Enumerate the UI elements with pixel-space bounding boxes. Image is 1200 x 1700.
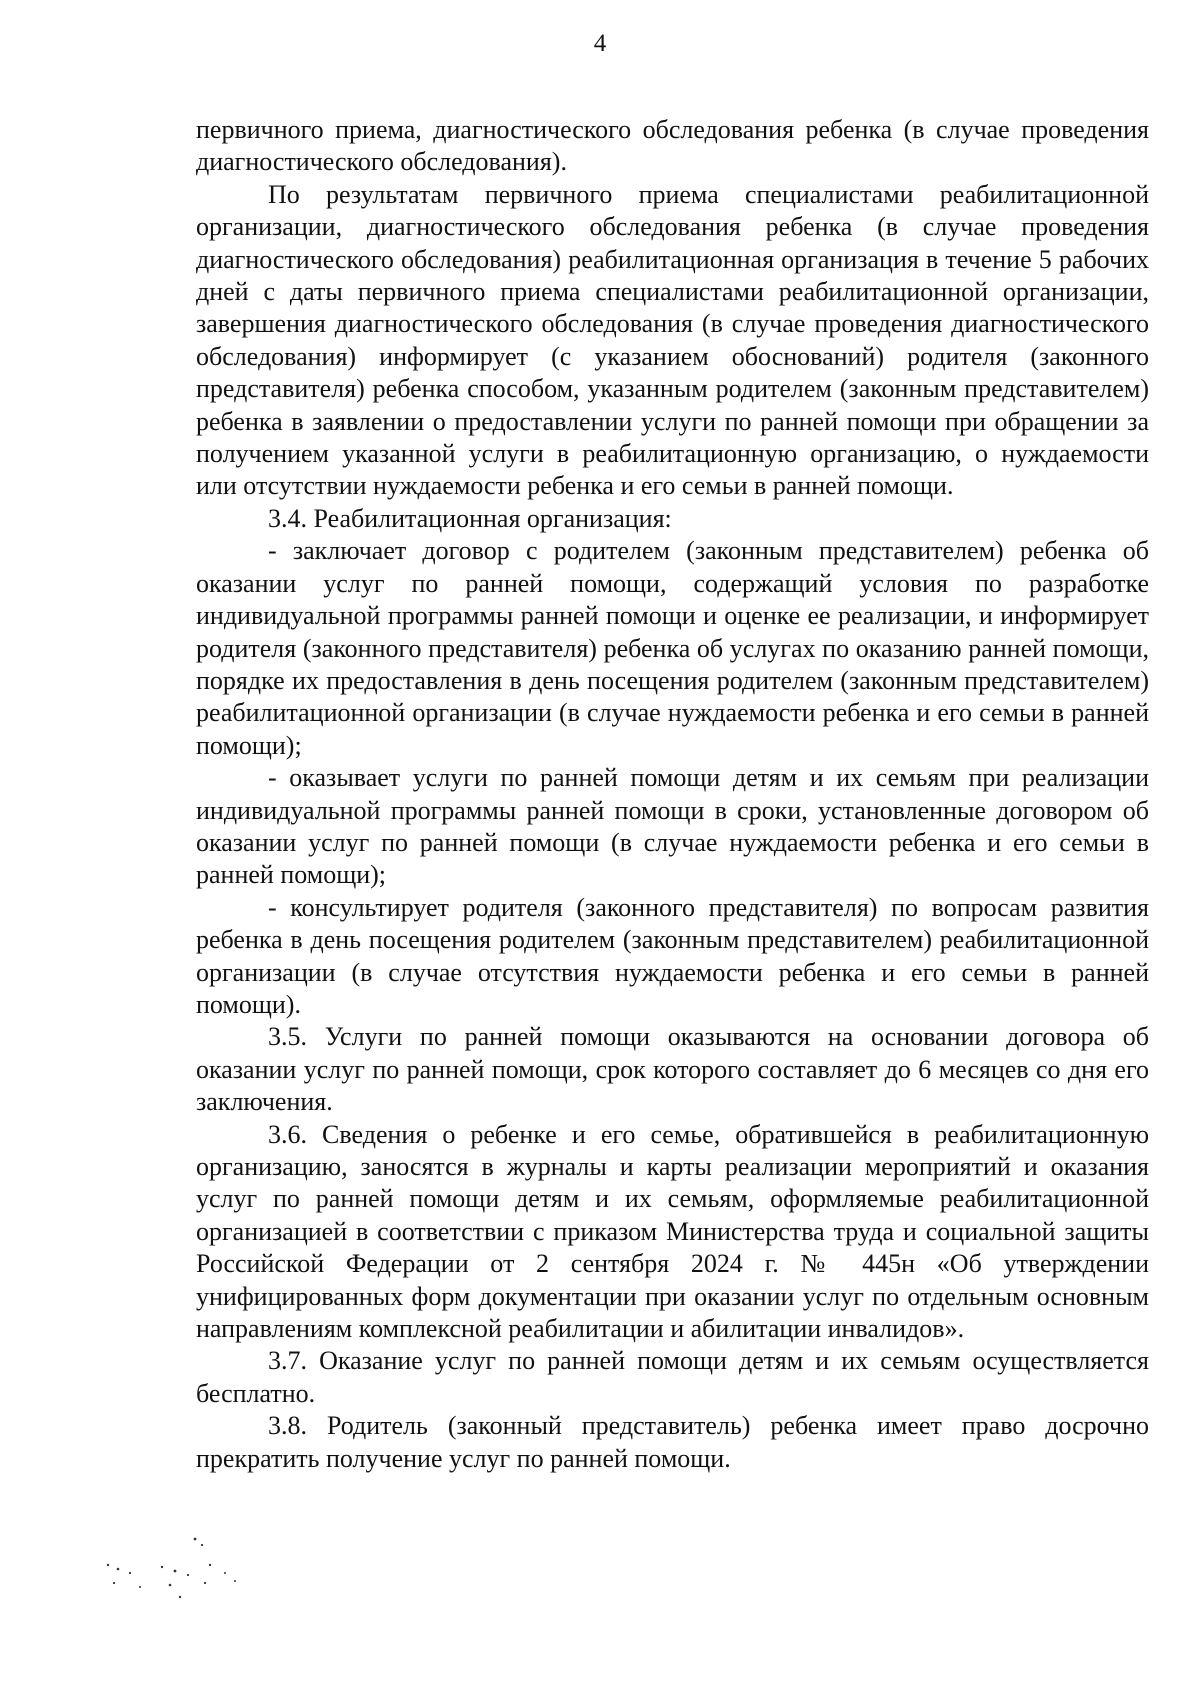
clause-3-8: 3.8. Родитель (законный представитель) ребенка имеет право досрочно прекратить получение услуг по ранней помощи. bbox=[196, 1411, 1149, 1473]
document-body bbox=[196, 114, 1149, 1475]
paragraph-continuation: первичного приема, диагностического обследования ребенка (в случае проведения диагностического обследования). bbox=[196, 115, 1149, 177]
clause-3-7: 3.7. Оказание услуг по ранней помощи детям и их семьям осуществляется бесплатно. bbox=[196, 1346, 1149, 1408]
clause-3-4-item-contract: - заключает договор с родителем (законным представителем) ребенка об оказании услуг по ранней помощи, содержащий условия по разработке индивидуальной программы ранней помощи и оценке ее реализации, и информирует родителя (законного представителя) ребенка об услугах по оказанию ранней помощи, порядке их предоставления в день посещения родителем (законным представителем) реабилитационной организации (в случае нуждаемости ребенка и его семьи в ранней помощи); bbox=[196, 536, 1149, 760]
clause-3-4-heading: 3.4. Реабилитационная организация: bbox=[268, 503, 672, 533]
clause-3-6: 3.6. Сведения о ребенке и его семье, обратившейся в реабилитационную организацию, заносятся в журналы и карты реализации мероприятий и оказания услуг по ранней помощи детям и их семьям, оформляемые реабилитационной организацией в соответствии с приказом Министерства труда и социальной защиты Российской Федерации от 2 сентября 2024 г. № 445н «Об утверждении унифицированных форм документации при оказании услуг по отдельным основным направлениям комплексной реабилитации и абилитации инвалидов». bbox=[196, 1119, 1149, 1344]
scan-specks bbox=[100, 1535, 280, 1615]
page-number: 4 bbox=[593, 30, 607, 57]
clause-3-4-item-services: - оказывает услуги по ранней помощи детям и их семьям при реализации индивидуальной программы ранней помощи в сроки, установленные договором об оказании услуг по ранней помощи (в случае нуждаемости ребенка и его семьи в ранней помощи); bbox=[196, 763, 1149, 890]
clause-3-5: 3.5. Услуги по ранней помощи оказываются на основании договора об оказании услуг по ранней помощи, срок которого составляет до 6 месяцев со дня его заключения. bbox=[196, 1022, 1149, 1117]
paragraph-primary-intake-results: По результатам первичного приема специалистами реабилитационной организации, диагностического обследования ребенка (в случае проведения диагностического обследования) реабилитационная организация в течение 5 рабочих дней с даты первичного приема специалистами реабилитационной организации, завершения диагностического обследования (в случае проведения диагностического обследования) информирует (с указанием обоснований) родителя (законного представителя) ребенка способом, указанным родителем (законным представителем) ребенка в заявлении о предоставлении услуги по ранней помощи при обращении за получением указанной услуги в реабилитационную организацию, о нуждаемости или отсутствии нуждаемости ребенка и его семьи в ранней помощи. bbox=[196, 179, 1149, 501]
clause-3-4-item-consulting: - консультирует родителя (законного представителя) по вопросам развития ребенка в день посещения родителем (законным представителем) реабилитационной организации (в случае отсутствия нуждаемости ребенка и его семьи в ранней помощи). bbox=[196, 892, 1149, 1019]
